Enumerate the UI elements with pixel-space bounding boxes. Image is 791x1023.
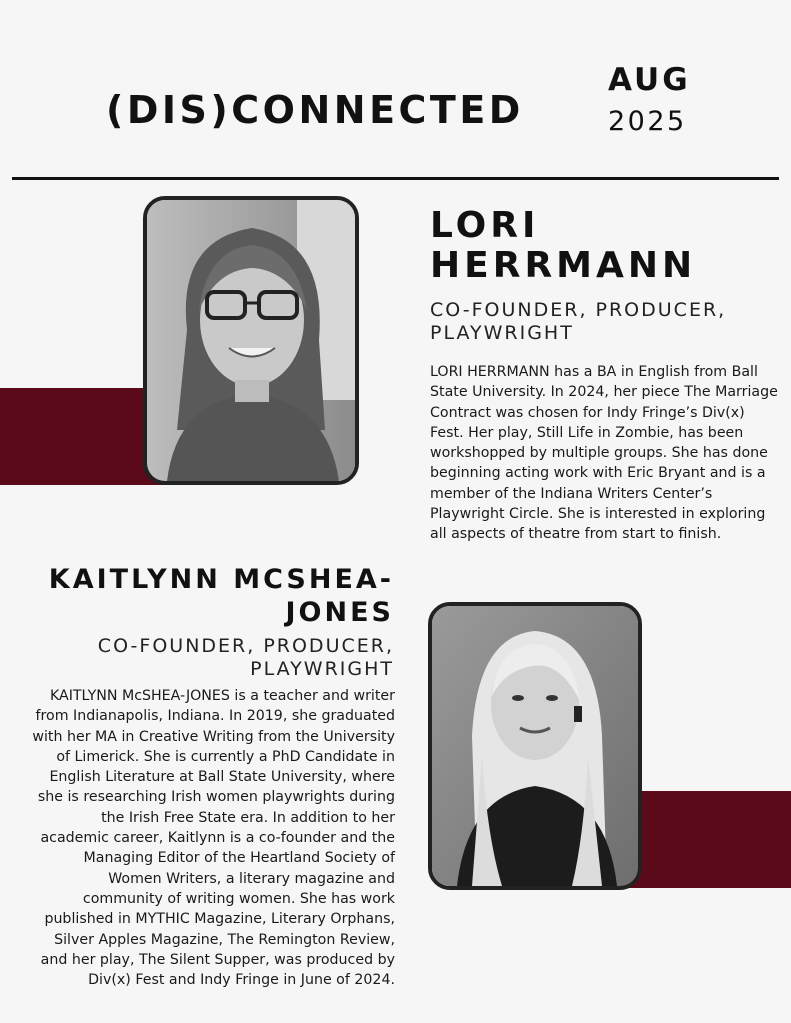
portrait-kaitlynn-image: [432, 606, 638, 886]
profile-name-kaitlynn: KAITLYNN MCSHEA-JONES: [48, 564, 394, 628]
profile-bio-lori: LORI HERRMANN has a BA in English from Ball State University. In 2024, her piece The Marriage Contract was chosen for Indy Fringe’s Div(x) Fest. Her play, Still Life in Zombie, has been workshopped by multiple groups. She has done beginning acting work with Eric Bryant and is a member of the Indiana Writers Center’s Playwright Circle. She is interested in exploring all aspects of theatre from start to finish.: [430, 364, 778, 543]
profile-bio-kaitlynn: KAITLYNN McSHEA-JONES is a teacher and writer from Indianapolis, Indiana. In 2019, she graduated with her MA in Creative Writing from the University of Limerick. She is currently a PhD Candidate in English Literature at Ball State University, where she is researching Irish women playwrights during the Irish Free State era. In addition to her academic career, Kaitlynn is a co-founder and the Managing Editor of the Heartland Society of Women Writers, a literary magazine and community of writing women. She has work published in MYTHIC Magazine, Literary Orphans, Silver Apples Magazine, The Remington Review, and her play, The Silent Supper, was produced by Div(x) Fest and Indy Fringe in June of 2024.: [32, 688, 395, 989]
issue-month: AUG: [608, 62, 691, 98]
page-title: (DIS)CONNECTED: [106, 88, 524, 132]
portrait-lori-image: [147, 200, 355, 481]
profile-role-kaitlynn: CO-FOUNDER, PRODUCER, PLAYWRIGHT: [97, 635, 394, 680]
profile-name-lori: LORI HERRMANN: [430, 205, 697, 286]
portrait-photo-kaitlynn: [428, 602, 642, 890]
header-divider: [12, 177, 779, 180]
portrait-photo-lori: [143, 196, 359, 485]
profile-role-lori: CO-FOUNDER, PRODUCER, PLAYWRIGHT: [430, 299, 727, 344]
issue-year: 2025: [608, 106, 687, 137]
